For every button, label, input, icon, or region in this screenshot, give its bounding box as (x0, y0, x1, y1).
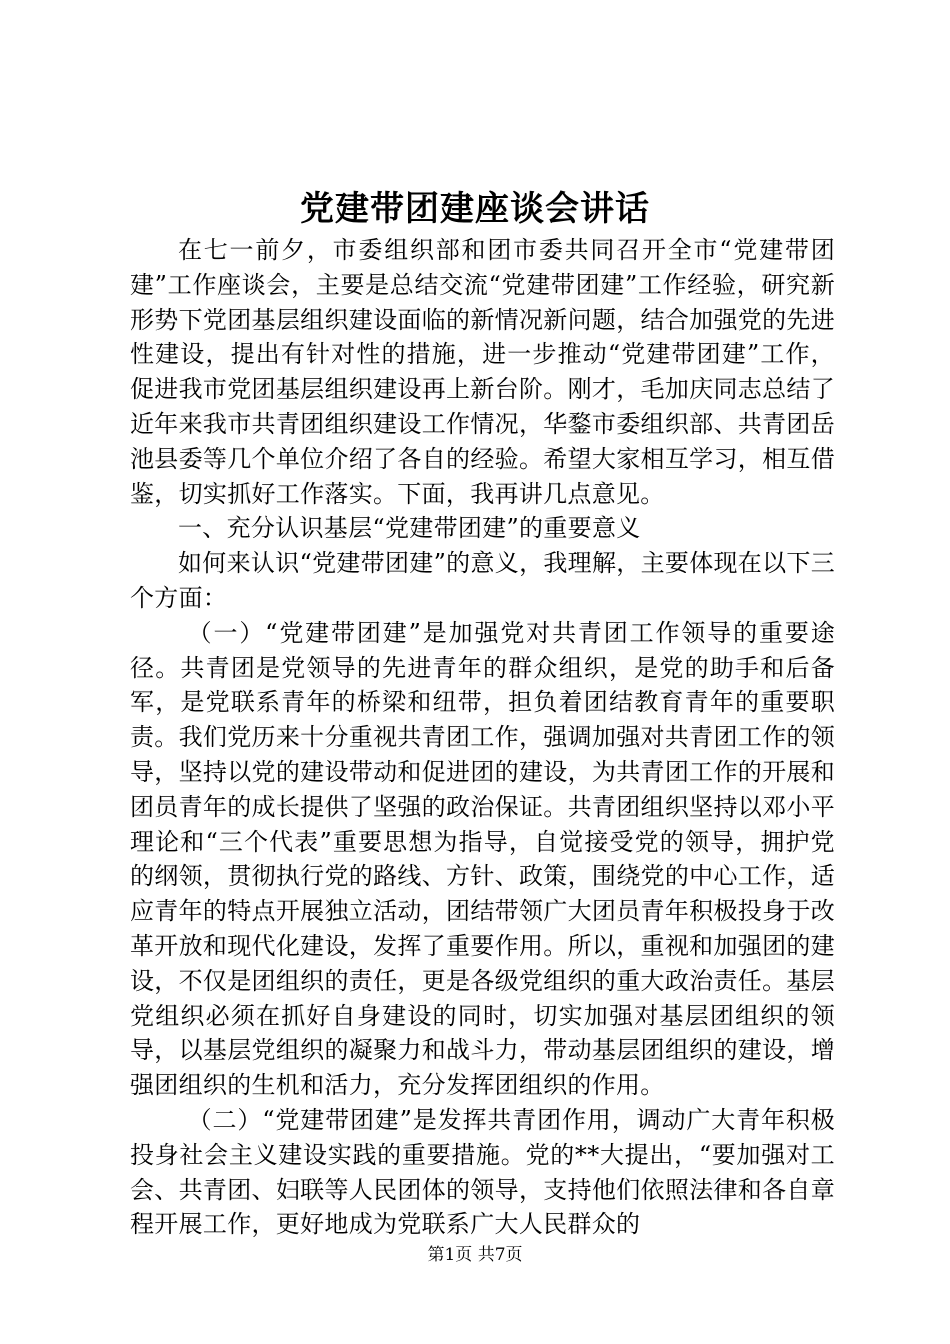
paragraph-point-1: （一）“党建带团建”是加强党对共青团工作领导的重要途径。共青团是党领导的先进青年的群众组织，是党的助手和后备军，是党联系青年的桥梁和纽带，担负着团结教育青年的重要职责。我们党历来十分重视共青团工作，强调加强对共青团工作的领导，坚持以党的建设带动和促进团的建设，为共青团工作的开展和团员青年的成长提供了坚强的政治保证。共青团组织坚持以邓小平理论和“三个代表”重要思想为指导，自觉接受党的领导，拥护党的纲领，贯彻执行党的路线、方针、政策，围绕党的中心工作，适应青年的特点开展独立活动，团结带领广大团员青年积极投身于改革开放和现代化建设，发挥了重要作用。所以，重视和加强团的建设，不仅是团组织的责任，更是各级党组织的重大政治责任。基层党组织必须在抓好自身建设的同时，切实加强对基层团组织的领导，以基层党组织的凝聚力和战斗力，带动基层团组织的建设，增强团组织的生机和活力，充分发挥团组织的作用。 (130, 618, 835, 1100)
section-heading-1: 一、充分认识基层“党建带团建”的重要意义 (178, 514, 641, 543)
document-body (130, 233, 835, 1242)
paragraph-intro: 在七一前夕，市委组织部和团市委共同召开全市“党建带团建”工作座谈会，主要是总结交流“党建带团建”工作经验，研究新形势下党团基层组织建设面临的新情况新问题，结合加强党的先进性建设，提出有针对性的措施，进一步推动“党建带团建”工作，促进我市党团基层组织建设再上新台阶。刚才，毛加庆同志总结了近年来我市共青团组织建设工作情况，华鍪市委组织部、共青团岳池县委等几个单位介绍了各自的经验。希望大家相互学习，相互借鉴，切实抓好工作落实。下面，我再讲几点意见。 (130, 236, 835, 508)
page-number-footer: 第1页 共7页 (427, 1245, 523, 1265)
document-title: 党建带团建座谈会讲话 (300, 189, 650, 229)
paragraph-overview: 如何来认识“党建带团建”的意义，我理解，主要体现在以下三个方面： (130, 549, 835, 612)
paragraph-point-2: （二）“党建带团建”是发挥共青团作用，调动广大青年积极投身社会主义建设实践的重要措施。党的**大提出，“要加强对工会、共青团、妇联等人民团体的领导，支持他们依照法律和各自章程开展工作，更好地成为党联系广大人民群众的 (130, 1105, 835, 1239)
